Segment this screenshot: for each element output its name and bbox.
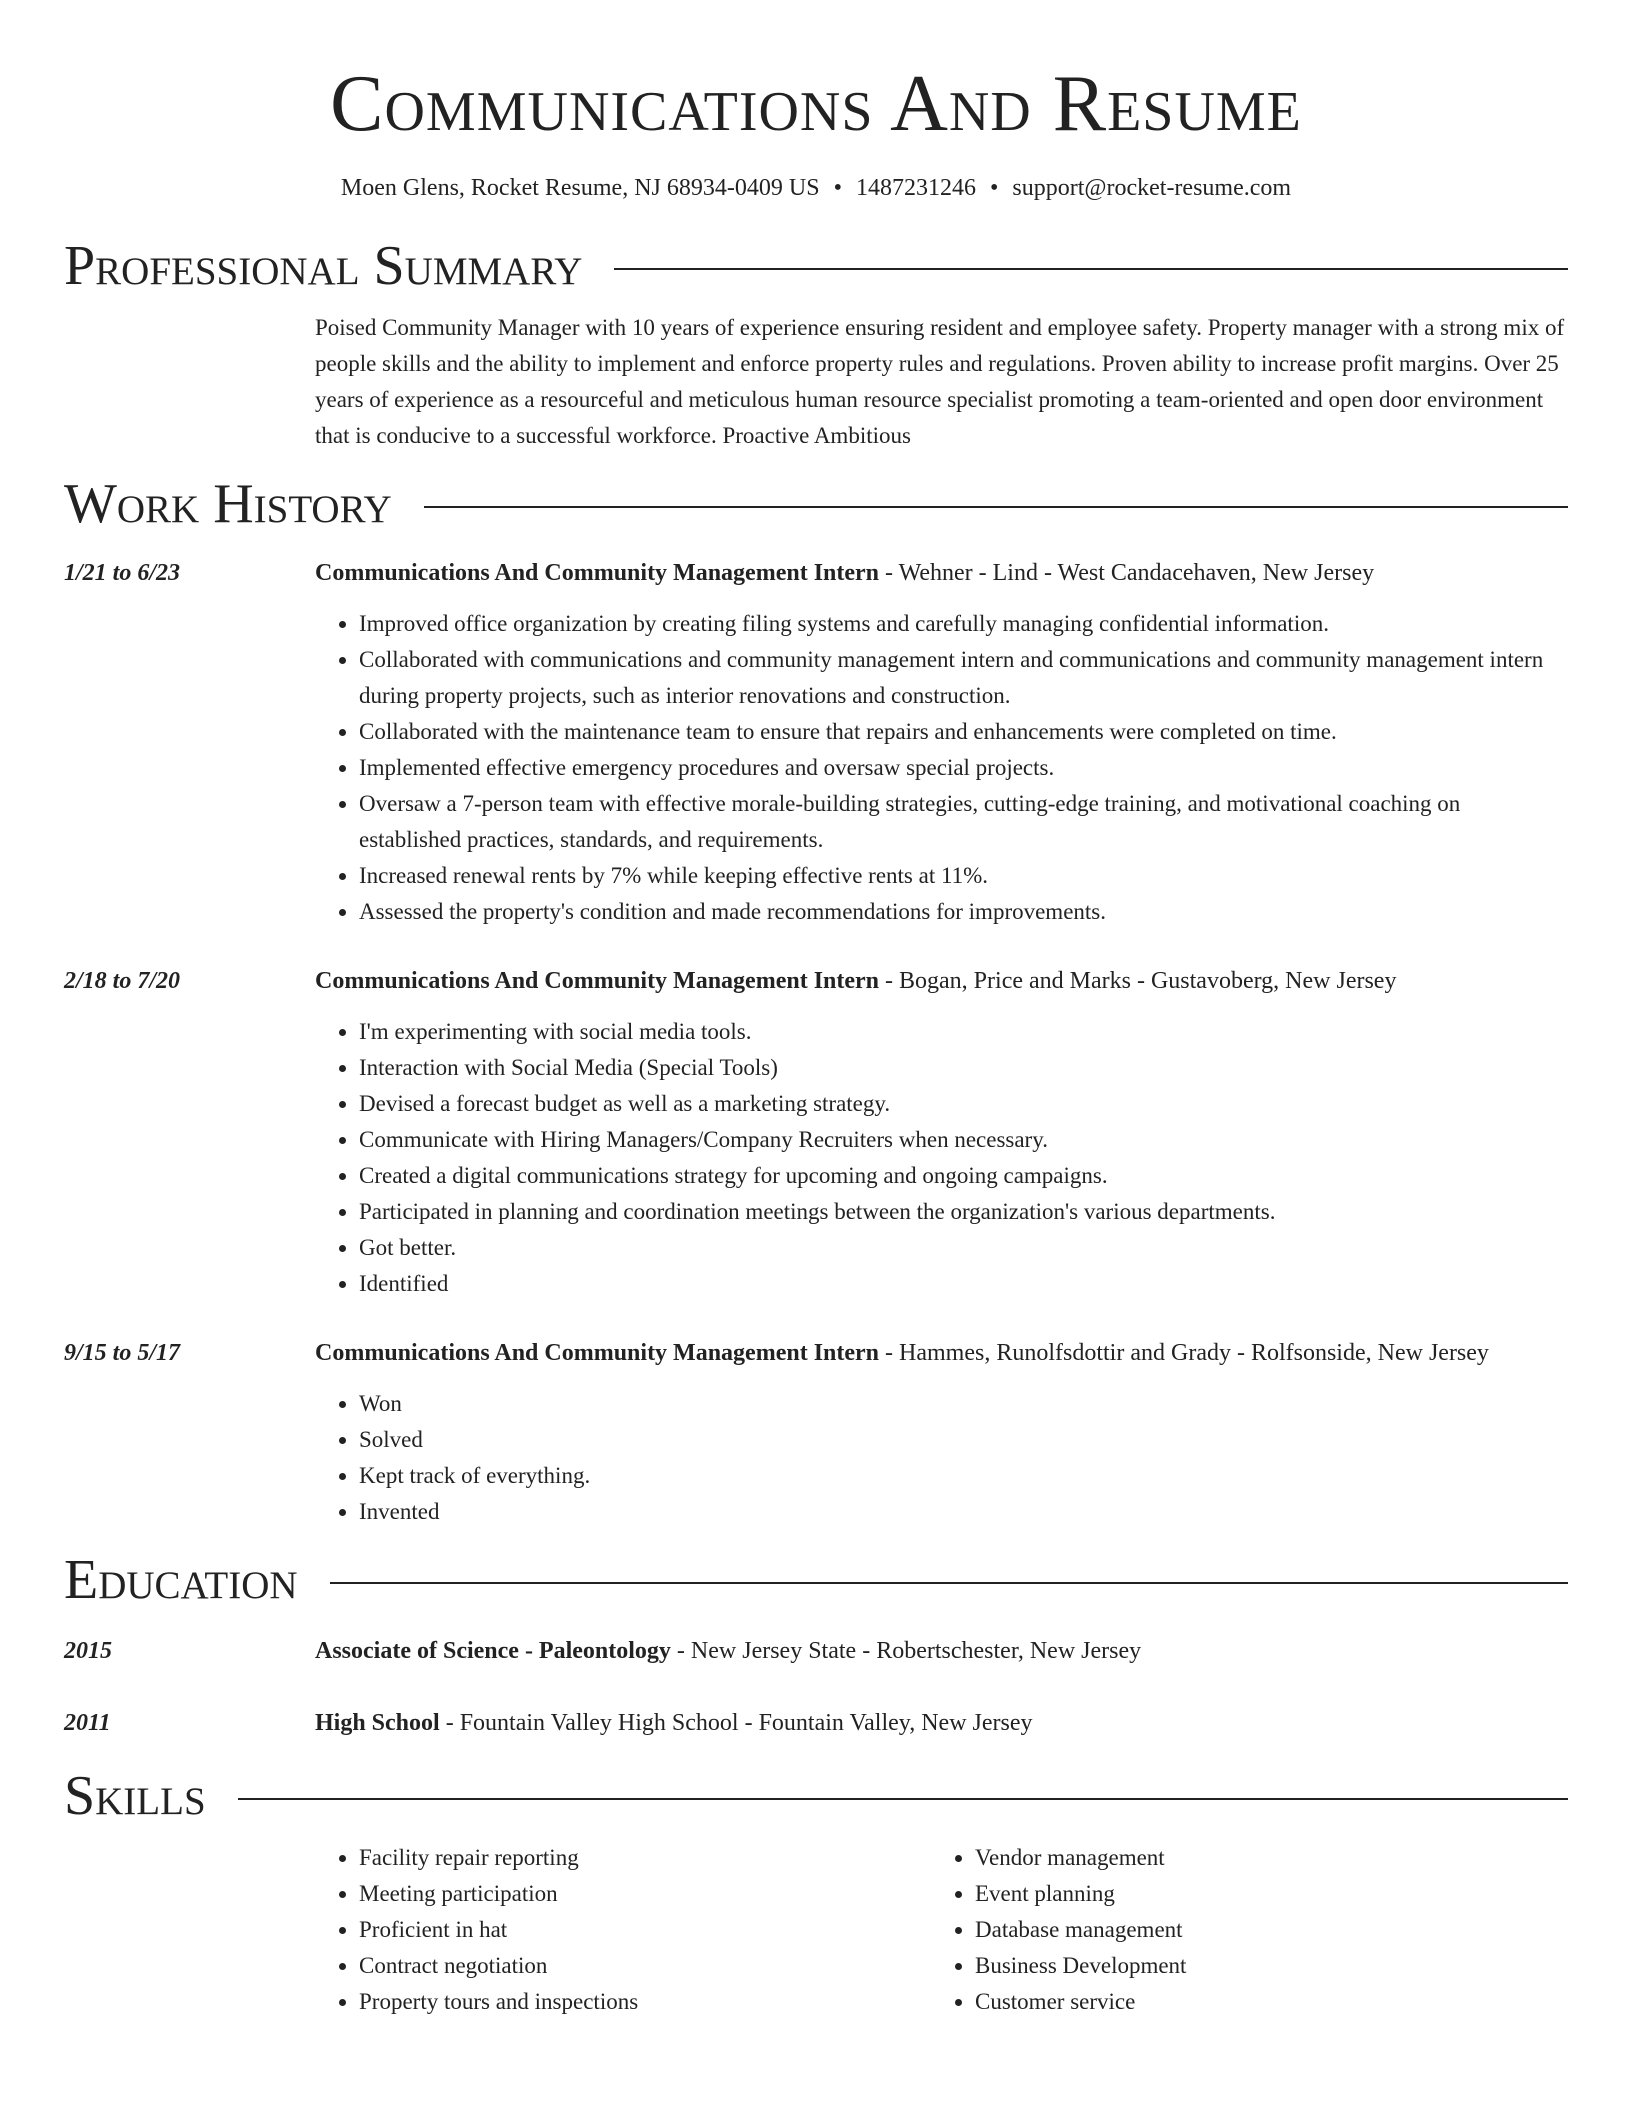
- job-bullet: • Oversaw a 7-person team with effective morale-building strategies, cutting-edge training, and motivational coaching on established practices, standards, and requirements.: [359, 786, 1568, 858]
- job-entry: [64, 962, 1568, 1302]
- skills-grid: [315, 1840, 1568, 2020]
- section-divider: [238, 1798, 1568, 1800]
- education-entry: [64, 1632, 1568, 1670]
- skills-column-right: [931, 1840, 1186, 2020]
- job-dates: 2/18 to 7/20: [64, 968, 181, 994]
- skill-item: • Vendor management: [975, 1840, 1186, 1876]
- job-entry: [64, 554, 1568, 930]
- job-heading: [315, 962, 1568, 1000]
- job-bullet: • Collaborated with communications and community management intern and communications and community management intern during property projects, such as interior renovations and construction.: [359, 642, 1568, 714]
- job-bullet: • Communicate with Hiring Managers/Company Recruiters when necessary.: [359, 1122, 1568, 1158]
- skills-section-header: [64, 1764, 1568, 1828]
- job-dates: 1/21 to 6/23: [64, 560, 181, 586]
- job-entry: [64, 1334, 1568, 1530]
- job-bullet: • Kept track of everything.: [359, 1458, 1568, 1494]
- job-dates: 9/15 to 5/17: [64, 1340, 181, 1366]
- job-title: Communications And Community Management Intern: [315, 968, 880, 994]
- education-content: [315, 1632, 1568, 1670]
- job-bullet: • I'm experimenting with social media tools.: [359, 1014, 1568, 1050]
- education-degree: Associate of Science - Paleontology: [315, 1638, 671, 1664]
- summary-section-header: [64, 234, 1568, 298]
- job-content: [315, 554, 1568, 930]
- job-bullet: • Invented: [359, 1494, 1568, 1530]
- job-bullet: • Interaction with Social Media (Special Tools): [359, 1050, 1568, 1086]
- job-bullet: • Got better.: [359, 1230, 1568, 1266]
- section-divider: [424, 506, 1568, 508]
- education-details: - Fountain Valley High School - Fountain Valley, New Jersey: [439, 1710, 1033, 1736]
- education-entry: [64, 1704, 1568, 1742]
- skill-item: • Business Development: [975, 1948, 1186, 1984]
- skills-column-left: [315, 1840, 931, 2020]
- job-bullets: [315, 606, 1568, 930]
- job-bullet: • Collaborated with the maintenance team to ensure that repairs and enhancements were completed on time.: [359, 714, 1568, 750]
- job-content: [315, 1334, 1568, 1530]
- work-section-header: [64, 472, 1568, 536]
- contact-line: [64, 172, 1568, 204]
- job-content: [315, 962, 1568, 1302]
- job-bullet: • Solved: [359, 1422, 1568, 1458]
- education-year: 2015: [64, 1638, 112, 1664]
- job-bullet: • Identified: [359, 1266, 1568, 1302]
- job-heading: [315, 1334, 1568, 1372]
- skill-item: • Proficient in hat: [359, 1912, 931, 1948]
- job-bullet: • Implemented effective emergency procedures and oversaw special projects.: [359, 750, 1568, 786]
- skill-item: • Database management: [975, 1912, 1186, 1948]
- section-title-work-history: Work History: [64, 473, 392, 535]
- section-title-summary: Professional Summary: [64, 235, 583, 297]
- section-title-skills: Skills: [64, 1765, 206, 1827]
- contact-address: Moen Glens, Rocket Resume, NJ 68934-0409 US: [340, 175, 820, 201]
- education-year: 2011: [64, 1710, 111, 1736]
- section-title-education: Education: [64, 1549, 298, 1611]
- skill-item: • Contract negotiation: [359, 1948, 931, 1984]
- section-divider: [614, 268, 1568, 270]
- education-degree: High School: [315, 1710, 440, 1736]
- job-bullets: [315, 1386, 1568, 1530]
- education-content: [315, 1704, 1568, 1742]
- skill-item: • Event planning: [975, 1876, 1186, 1912]
- skill-item: • Facility repair reporting: [359, 1840, 931, 1876]
- job-bullet: • Assessed the property's condition and made recommendations for improvements.: [359, 894, 1568, 930]
- job-details: - Wehner - Lind - West Candacehaven, New Jersey: [879, 560, 1375, 586]
- contact-email[interactable]: support@rocket-resume.com: [1012, 175, 1292, 201]
- education-section-header: [64, 1548, 1568, 1612]
- contact-phone: 1487231246: [855, 175, 976, 201]
- summary-text: Poised Community Manager with 10 years of experience ensuring resident and employee safety. Property manager with a strong mix of people skills and the ability to implement and enforce property rules and regulations. Proven ability to increase profit margins. Over 25 years of experience as a resourceful and meticulous human resource specialist promoting a team-oriented and open door environment that is conducive to a successful workforce. Proactive Ambitious: [315, 315, 1565, 448]
- job-bullet: • Created a digital communications strategy for upcoming and ongoing campaigns.: [359, 1158, 1568, 1194]
- job-bullet: • Improved office organization by creating filing systems and carefully managing confidential information.: [359, 606, 1568, 642]
- job-details: - Bogan, Price and Marks - Gustavoberg, New Jersey: [879, 968, 1397, 994]
- job-bullet: • Participated in planning and coordination meetings between the organization's various departments.: [359, 1194, 1568, 1230]
- job-title: Communications And Community Management Intern: [315, 560, 880, 586]
- skill-item: • Customer service: [975, 1984, 1186, 2020]
- contact-separator: •: [833, 175, 842, 201]
- job-bullets: [315, 1014, 1568, 1302]
- job-details: - Hammes, Runolfsdottir and Grady - Rolfsonside, New Jersey: [879, 1340, 1489, 1366]
- skill-item: • Meeting participation: [359, 1876, 931, 1912]
- contact-separator: •: [989, 175, 999, 201]
- job-bullet: • Devised a forecast budget as well as a marketing strategy.: [359, 1086, 1568, 1122]
- section-divider: [330, 1582, 1568, 1584]
- skill-item: • Property tours and inspections: [359, 1984, 931, 2020]
- education-details: - New Jersey State - Robertschester, New Jersey: [670, 1638, 1142, 1664]
- resume-name: Communications And Resume: [330, 60, 1302, 148]
- job-bullet: • Increased renewal rents by 7% while keeping effective rents at 11%.: [359, 858, 1568, 894]
- job-bullet: • Won: [359, 1386, 1568, 1422]
- job-heading: [315, 554, 1568, 592]
- job-title: Communications And Community Management Intern: [315, 1340, 880, 1366]
